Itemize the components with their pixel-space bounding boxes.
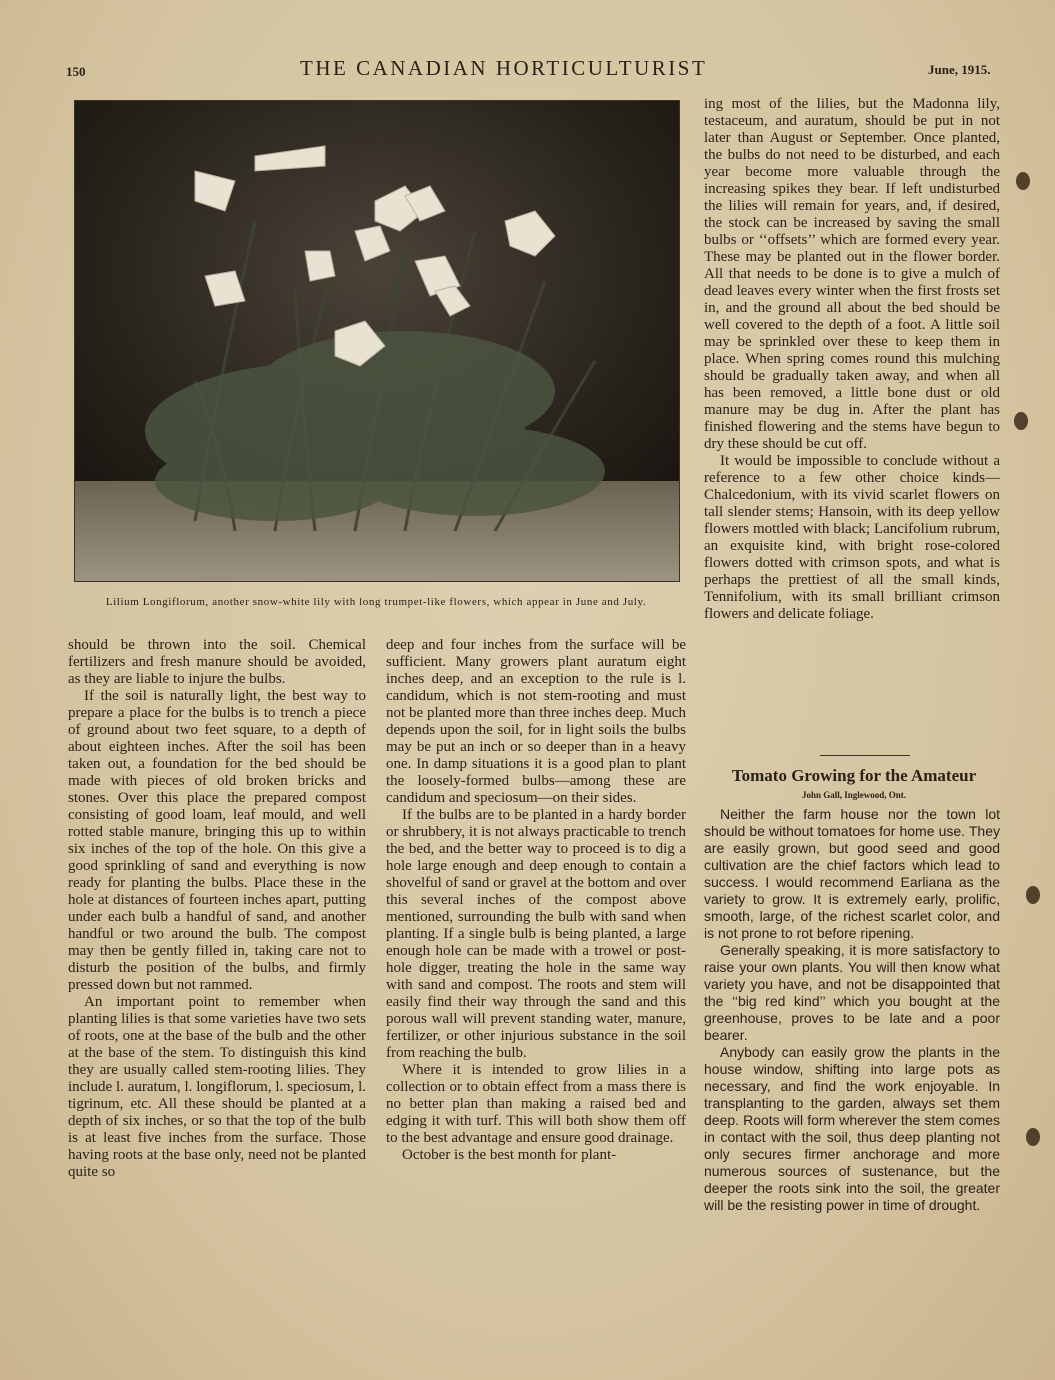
page-number: 150 <box>66 64 86 79</box>
paragraph: deep and four inches from the surface will be sufficient. Many growers plant auratum eight inches deep, and an exception to the rule is l. candidum, which is not stem-rooting and must not be planted more than three inches deep. Much depends upon the soil, for in light soils the bulbs may be put an inch or so deeper than in a heavy one. In damp situations it is a good plan to plant the loosely-formed bulbs—among these are candidum and speciosum—on their sides. <box>386 637 686 806</box>
paragraph: Anybody can easily grow the plants in the house window, shifting into large pots as necessary, and find the work enjoyable. In transplanting to the garden, always set them deep. Roots will form wherever the stem comes in contact with the soil, thus deep planting not only secures firmer anchorage and more numerous sources of sustenance, but the deeper the roots sink into the soil, the greater will be the resisting power in time of drought. <box>704 1044 1000 1213</box>
binding-hole <box>1026 1128 1040 1146</box>
text-column-4 <box>704 806 1000 1214</box>
paragraph: If the bulbs are to be planted in a hardy border or shrubbery, it is not always practicable to trench the bed, and the better way to proceed is to dig a hole large enough and deep enough to contain a shovelful of sand or gravel at the bottom and over this several inches of the compost above mentioned, surrounding the bulb with sand when planting. If a single bulb is being planted, a large enough hole can be made with a trowel or post-hole digger, treating the hole in the same way with sand and compost. The roots and stem will easily find their way through the sand and this porous wall will prevent standing water, manure, fertilizer, or other injurious substance in the soil from reaching the bulb. <box>386 807 686 1061</box>
page-header <box>0 54 1055 86</box>
paragraph: Neither the farm house nor the town lot should be without tomatoes for home use. They are easily grown, but good seed and good cultivation are the chief factors which lead to success. I would recommend Earliana as the variety to grow. It is extremely early, prolific, smooth, large, of the richest scarlet color, and is not prone to rot before ripening. <box>704 806 1000 941</box>
text-column-1 <box>68 637 366 1181</box>
paragraph: It would be impossible to conclude without a reference to a few other choice kinds—Chalcedonium, with its vivid scarlet flowers on tall slender stems; Hansoin, with its deep yellow flowers mottled with black; Lancifolium rubrum, an exquisite kind, with bright rose-colored flowers dotted with crimson spots, and what is perhaps the prettiest of all the small kinds, Tennifolium, with its small brilliant crimson flowers and delicate foliage. <box>704 453 1000 622</box>
binding-hole <box>1026 886 1040 904</box>
paragraph: October is the best month for plant- <box>402 1147 617 1163</box>
text-column-3 <box>704 96 1000 623</box>
section-divider <box>820 755 910 756</box>
paragraph: Where it is intended to grow lilies in a collection or to obtain effect from a mass there is no better plan than making a raised bed and edging it with turf. This will both show them off to the best advantage and ensure good drainage. <box>386 1062 686 1146</box>
lily-photo-illustration <box>75 101 679 581</box>
binding-hole <box>1016 172 1030 190</box>
photo-caption: Lilium Longiflorum, another snow-white lily with long trumpet-like flowers, which appear in June and July. <box>105 596 647 608</box>
journal-title: THE CANADIAN HORTICULTURIST <box>300 56 708 80</box>
article-title: Tomato Growing for the Amateur <box>731 766 977 785</box>
paragraph: An important point to remember when planting lilies is that some varieties have two sets of roots, one at the base of the bulb and the other at the base of the stem. To distinguish this kind they are usually called stem-rooting lilies. They include l. auratum, l. longiflorum, l. speciosum, l. tigrinum, etc. All these should be planted at a depth of six inches, or so that the top of the bulb is at least five inches from the surface. Those having roots at the base only, need not be planted quite so <box>68 994 366 1180</box>
article-byline: John Gall, Inglewood, Ont. <box>801 790 907 800</box>
issue-date: June, 1915. <box>928 62 991 77</box>
paragraph: ing most of the lilies, but the Madonna lily, testaceum, and auratum, should be put in not later than August or September. Once planted, the bulbs do not need to be disturbed, and each year become more valuable through the increasing spikes they bear. If left undisturbed the lilies will remain for years, and, if desired, the stock can be increased by saving the small bulbs or ‘‘offsets’’ which are formed every year. These may be planted out in the flower border. All that needs to be done is to give a mulch of dead leaves every winter when the first frosts set in, and the ground all about the bed should be well covered to the depth of a foot. A little soil may be sprinkled over these to keep them in place. When spring comes round this mulching should be gradually taken away, and when all has been removed, a little bone dust or old manure may be dug in. After the plant has finished flowering and the stems have begun to dry these should be cut off. <box>704 96 1000 452</box>
paragraph: Generally speaking, it is more satisfactory to raise your own plants. You will then know what variety you have, and not be disappointed that the ‘‘big red kind’’ which you bought at the greenhouse, proves to be late and a poor bearer. <box>704 942 1000 1043</box>
paragraph: If the soil is naturally light, the best way to prepare a place for the bulbs is to trench a piece of ground about two feet square, to a depth of about eighteen inches. After the soil has been taken out, a foundation for the bed should be made with pieces of old broken bricks and stones. Over this place the prepared compost consisting of good loam, leaf mould, and well rotted stable manure, bringing this up to within six inches of the top of the hole. On this give a good sprinkling of sand and everything is now ready for planting the bulbs. Place these in the hole at distances of fourteen inches apart, putting under each bulb a handful of sand, and another handful or two around the bulb. The compost may then be gently filled in, taking care not to disturb the position of the bulbs, and firmly pressed down but not rammed. <box>68 688 366 993</box>
binding-hole <box>1014 412 1028 430</box>
paragraph: should be thrown into the soil. Chemical fertilizers and fresh manure should be avoided, as they are liable to injure the bulbs. <box>68 637 366 687</box>
lily-photograph <box>74 100 680 582</box>
text-column-2 <box>386 637 686 1164</box>
